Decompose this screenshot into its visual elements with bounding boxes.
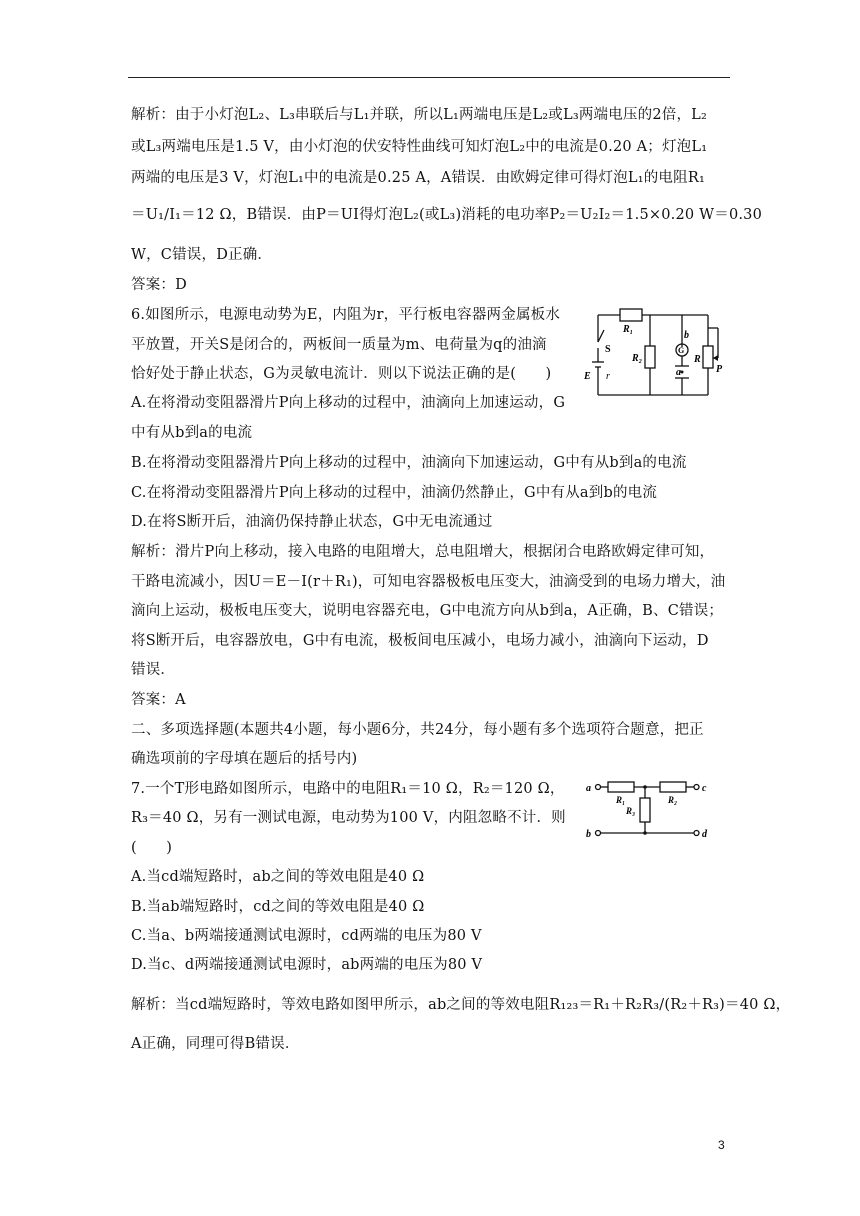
text-line: 两端的电压是3 V，灯泡L₁中的电流是0.25 A，A错误．由欧姆定律可得灯泡L₁的电阻R₁ [131,170,705,186]
label-r1: R₁ [623,324,634,335]
section-heading: 确选项前的字母填在题后的括号内) [131,751,358,767]
answer-line: 答案：A [131,692,186,708]
text-line: 解析：当cd端短路时，等效电路如图甲所示，ab之间的等效电阻R₁₂₃＝R₁＋R₂R₃/(R₂＋R₃)＝40 Ω， [131,997,791,1013]
circuit-diagram-1 [578,300,726,404]
section-heading: 二、多项选择题(本题共4小题，每小题6分，共24分，每小题有多个选项符合题意，把正 [131,722,704,738]
option-line: B.在将滑动变阻器滑片P向上移动的过程中，油滴向下加速运动，G中有从b到a的电流 [131,455,687,471]
circuit-diagram-2 [586,776,716,840]
terminal-b: b [586,829,591,840]
text-line: W，C错误，D正确． [131,247,273,263]
terminal-a: a [586,783,591,794]
label-b: b [684,330,689,341]
label-r2: R₂ [632,353,643,364]
option-line: B.当ab端短路时，cd之间的等效电阻是40 Ω [131,899,425,915]
terminal-d: d [702,829,707,840]
header-rule [128,77,730,78]
question-7-line: ( ) [131,840,173,856]
label-p: P [716,364,723,375]
text-line: ＝U₁/I₁＝12 Ω，B错误．由P＝UI得灯泡L₂(或L₃)消耗的电功率P₂＝U₂I₂＝1.5×0.20 W＝0.30 [131,207,763,223]
label-r: R [694,354,701,365]
label-r3: R₃ [626,806,636,816]
label-s: S [605,344,611,355]
option-line: C.当a、b两端接通测试电源时，cd两端的电压为80 V [131,928,482,944]
label-r2: R₂ [668,795,678,805]
option-line: D.在将S断开后，油滴仍保持静止状态，G中无电流通过 [131,514,493,530]
text-line: 解析：滑片P向上移动，接入电路的电阻增大，总电阻增大，根据闭合电路欧姆定律可知， [131,544,715,560]
label-a: a [676,367,681,378]
option-line: A.当cd端短路时，ab之间的等效电阻是40 Ω [131,869,425,885]
option-line: C.在将滑动变阻器滑片P向上移动的过程中，油滴仍然静止，G中有从a到b的电流 [131,485,658,501]
text-line: 滴向上运动，极板电压变大，说明电容器充电，G中电流方向从b到a，A正确，B、C错误； [131,603,724,619]
text-line: 解析：由于小灯泡L₂、L₃串联后与L₁并联，所以L₁两端电压是L₂或L₃两端电压的2倍，L₂ [131,107,708,123]
label-internal-r: r [606,371,610,382]
option-line: A.在将滑动变阻器滑片P向上移动的过程中，油滴向上加速运动，G [131,395,566,411]
text-line: 或L₃两端电压是1.5 V，由小灯泡的伏安特性曲线可知灯泡L₂中的电流是0.20 A；灯泡L₁ [131,139,708,155]
option-line: D.当c、d两端接通测试电源时，ab两端的电压为80 V [131,957,483,973]
text-line: 错误． [131,662,176,678]
question-7-line: R₃＝40 Ω，另有一测试电源，电动势为100 V，内阻忽略不计．则 [131,810,566,826]
galvanometer-label: G [678,346,685,355]
page-number: 3 [718,1138,725,1152]
label-r1: R₁ [616,795,626,805]
question-6-line: 恰好处于静止状态，G为灵敏电流计．则以下说法正确的是( ) [131,366,552,382]
question-6-line: 6.如图所示，电源电动势为E，内阻为r，平行板电容器两金属板水 [131,307,561,323]
question-6-line: 平放置，开关S是闭合的，两板间一质量为m、电荷量为q的油滴 [131,337,547,353]
question-7-line: 7.一个T形电路如图所示，电路中的电阻R₁＝10 Ω，R₂＝120 Ω， [131,781,565,797]
text-line: A正确，同理可得B错误． [131,1036,300,1052]
answer-line: 答案：D [131,277,187,293]
option-line: 中有从b到a的电流 [131,425,253,441]
label-e: E [584,371,591,382]
terminal-c: c [702,783,707,794]
text-line: 干路电流减小，因U＝E－I(r＋R₁)，可知电容器极板电压变大，油滴受到的电场力增大，油 [131,574,726,590]
text-line: 将S断开后，电容器放电，G中有电流，极板间电压减小，电场力减小，油滴向下运动，D [131,633,709,649]
